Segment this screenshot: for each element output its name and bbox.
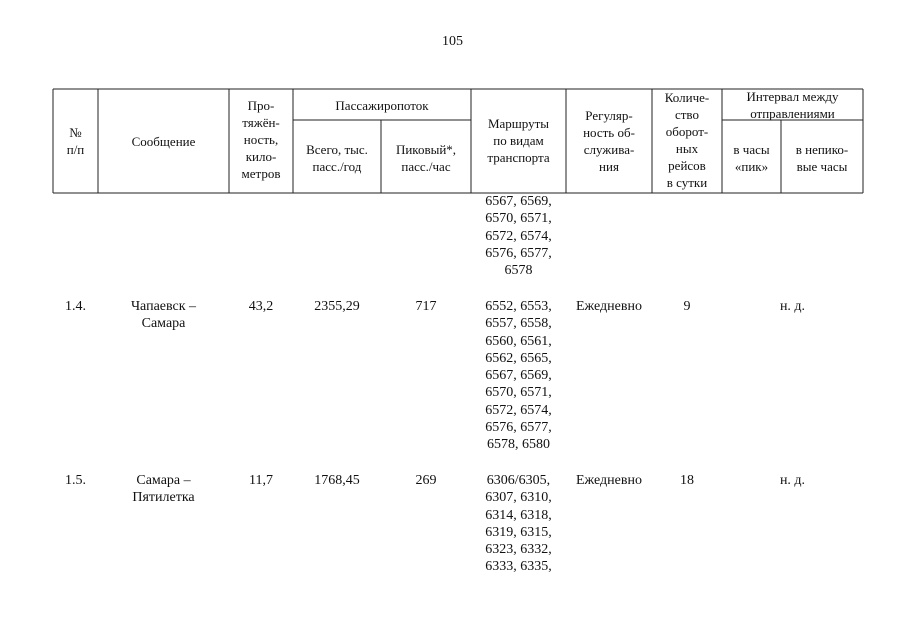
row-peak: 269 [415,473,437,488]
header-peak-hours: в часы «пик» [733,142,770,174]
row-total: 1768,45 [314,473,360,488]
header-offpeak-hours: в непико- вые часы [795,142,849,174]
row-total: 2355,29 [314,299,360,314]
row-connection: Чапаевск – Самара [130,299,197,332]
row-length: 43,2 [248,299,274,314]
page-number: 105 [442,34,463,49]
row-num: 1.5. [65,473,86,488]
header-interval: Интервал между отправлениями [746,89,839,121]
row-trips: 18 [680,473,694,488]
row-interval: н. д. [779,473,806,488]
row-peak: 717 [415,299,437,314]
header-trips: Количе- ство оборот- ных рейсов в сутки [664,90,710,190]
header-routes: Маршруты по видам транспорта [487,116,550,165]
header-length: Про- тяжён- ность, кило- метров [241,98,281,181]
row-length: 11,7 [249,473,273,488]
header-peak: Пиковый*, пасс./час [395,142,457,174]
row-regularity: Ежедневно [575,299,642,314]
continuation-routes: 6567, 6569, 6570, 6571, 6572, 6574, 6576, 6577, 6578 [485,194,552,279]
row-num: 1.4. [65,299,86,314]
row-routes: 6306/6305, 6307, 6310, 6314, 6318, 6319, 6315, 6323, 6332, 6333, 6335, [485,473,552,575]
row-interval: н. д. [779,299,806,314]
row-routes: 6552, 6553, 6557, 6558, 6560, 6561, 6562, 6565, 6567, 6569, 6570, 6571, 6572, 6574, 6576, 6577, 6578, 6580 [485,299,552,453]
header-total: Всего, тыс. пасс./год [306,142,368,174]
row-regularity: Ежедневно [575,473,642,488]
header-num: № п/п [66,125,85,157]
header-regularity: Регуляр- ность об- служива- ния [583,108,635,174]
header-passenger-flow: Пассажиропоток [335,98,429,113]
row-trips: 9 [683,299,691,314]
row-connection: Самара – Пятилетка [132,473,195,506]
header-connection: Сообщение [131,134,196,149]
